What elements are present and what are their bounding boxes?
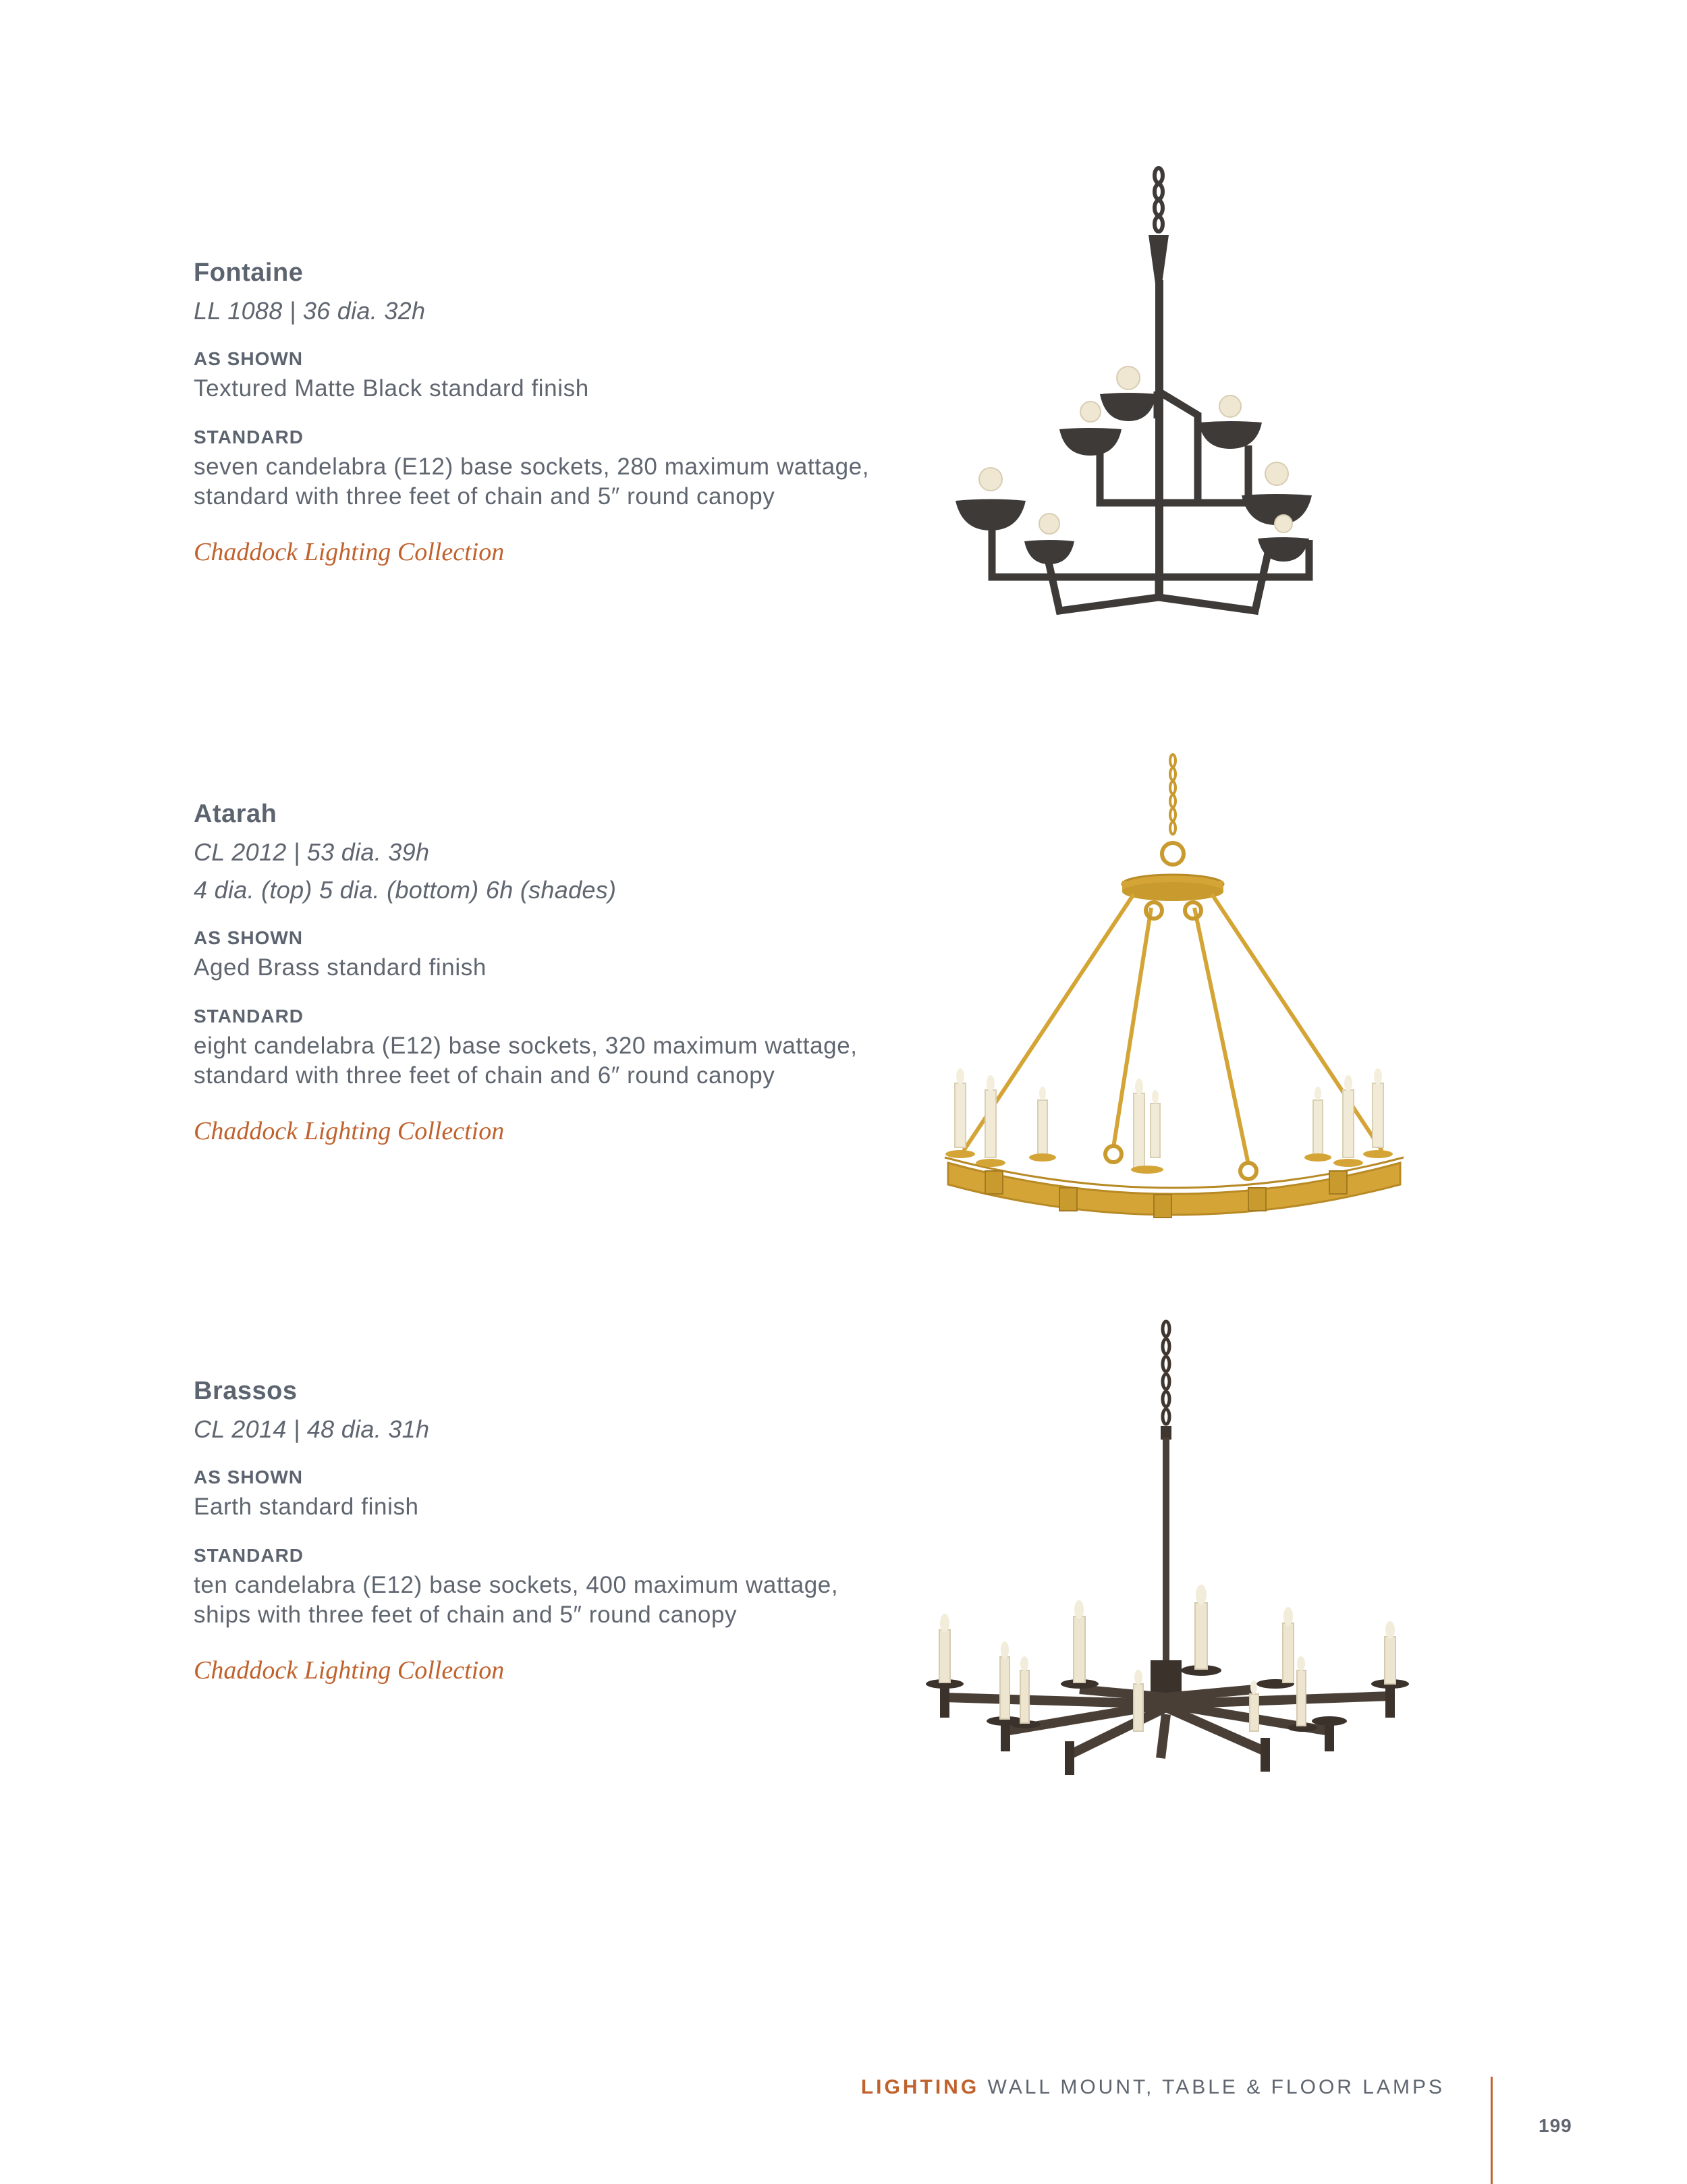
fontaine-chandelier-image [931,162,1377,661]
as-shown-label: AS SHOWN [194,348,303,369]
footer-subsection: WALL MOUNT, TABLE & FLOOR LAMPS [987,2076,1445,2098]
product-name: Brassos [194,1377,298,1405]
product-spec: LL 1088 | 36 dia. 32h [194,297,426,325]
standard-text: seven candelabra (E12) base sockets, 280 maximum wattage, standard with three feet of chain and 5″ round canopy [194,454,870,510]
product-name: Fontaine [194,258,304,287]
product-name: Atarah [194,800,277,828]
collection-link[interactable]: Chaddock Lighting Collection [194,1117,505,1145]
product-info [194,258,895,567]
footer-section-title [827,2076,1445,2099]
standard-label: STANDARD [194,1545,304,1566]
as-shown-text: Aged Brass standard finish [194,954,487,981]
product-spec: CL 2014 | 48 dia. 31h [194,1415,430,1443]
page-number: 199 [1539,2115,1572,2136]
product-info [194,800,895,1146]
collection-link[interactable]: Chaddock Lighting Collection [194,1656,505,1685]
as-shown-text: Earth standard finish [194,1494,419,1520]
collection-link[interactable]: Chaddock Lighting Collection [194,538,505,566]
standard-label: STANDARD [194,427,304,447]
as-shown-label: AS SHOWN [194,927,303,948]
product-spec: CL 2012 | 53 dia. 39h [194,838,430,866]
product-info [194,1377,895,1685]
standard-text: eight candelabra (E12) base sockets, 320 maximum wattage, standard with three feet of chain and 6″ round canopy [194,1033,858,1089]
as-shown-text: Textured Matte Black standard finish [194,375,589,402]
footer-divider [1491,2077,1493,2184]
shade-spec: 4 dia. (top) 5 dia. (bottom) 6h (shades) [194,876,617,904]
footer-section: LIGHTING [860,2076,980,2098]
as-shown-label: AS SHOWN [194,1467,303,1487]
brassos-chandelier-image [918,1319,1431,1805]
atarah-chandelier-image [931,753,1417,1225]
standard-text: ten candelabra (E12) base sockets, 400 maximum wattage, ships with three feet of chain and 5″ round canopy [194,1572,839,1628]
standard-label: STANDARD [194,1006,304,1027]
